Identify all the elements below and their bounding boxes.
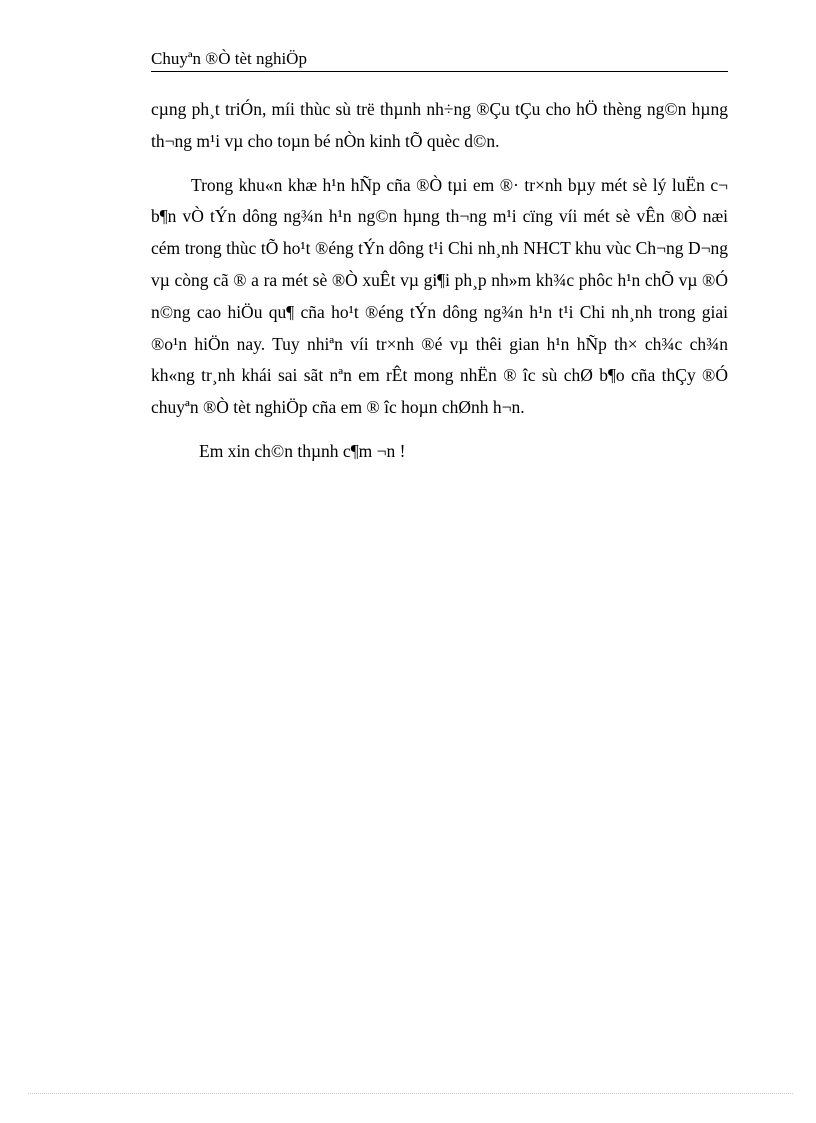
paragraph-main: Trong khu«n khæ h¹n hÑp cña ®Ò tµi em ®· tr×nh bµy mét sè lý luËn c¬ b¶n vÒ tÝn dông ng¾n h¹n ng©n hµng th¬ng m¹i cïng víi mét sè vÊn ®Ò næi cém trong thùc tÕ ho¹t ®éng tÝn dông t¹i Chi nh¸nh NHCT khu vùc Ch¬ng D¬ng vµ còng cã ® a ra mét sè ®Ò xuÊt vµ gi¶i ph¸p nh»m kh¾c phôc h¹n chÕ vµ ®Ó n©ng cao hiÖu qu¶ cña ho¹t ®éng tÝn dông ng¾n h¹n t¹i Chi nh¸nh trong giai ®o¹n hiÖn nay. Tuy nhiªn víi tr×nh ®é vµ thêi gian h¹n hÑp th× ch¾c ch¾n kh«ng tr¸nh khái sai sãt nªn em rÊt mong nhËn ® îc sù chØ b¶o cña thÇy ®Ó chuyªn ®Ò tèt nghiÖp cña em ® îc hoµn chØnh h¬n. — [151, 174, 728, 418]
page-bottom-rule — [28, 1093, 793, 1094]
paragraph-closing: Em xin ch©n thµnh c¶m ¬n ! — [199, 440, 406, 461]
header-title: Chuyªn ®Ò tèt nghiÖp — [151, 49, 307, 68]
paragraph-continuation: cµng ph¸t triÓn, míi thùc sù trë thµnh nh÷ng ®Çu tÇu cho hÖ thèng ng©n hµng th¬ng m¹i vµ cho toµn bé nÒn kinh tÕ quèc d©n. — [151, 99, 728, 151]
page-header — [151, 49, 728, 72]
document-body — [151, 94, 728, 468]
